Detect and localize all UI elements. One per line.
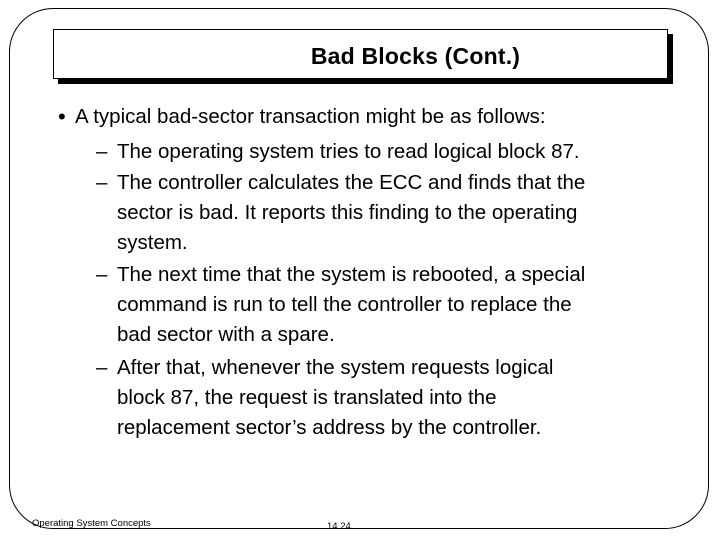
subpoint-line: command is run to tell the controller to replace the	[117, 293, 572, 316]
subpoint-4	[96, 353, 696, 443]
subpoint-3	[96, 260, 696, 350]
subpoint-1	[96, 137, 696, 167]
subpoint-2	[96, 168, 696, 258]
dash-icon: –	[96, 140, 108, 163]
subpoint-line: block 87, the request is translated into the	[117, 386, 497, 409]
subpoint-line: system.	[117, 231, 188, 254]
main-bullet	[58, 102, 546, 132]
dash-icon: –	[96, 356, 108, 379]
dash-icon: –	[96, 171, 108, 194]
dash-icon: –	[96, 263, 108, 286]
footer-page-number: 14.24	[327, 521, 351, 532]
footer-course: Operating System Concepts	[32, 518, 151, 529]
slide-title: Bad Blocks (Cont.)	[310, 42, 521, 69]
main-bullet-text: A typical bad-sector transaction might be as follows:	[75, 105, 546, 128]
subpoint-line: replacement sector’s address by the controller.	[117, 416, 542, 439]
subpoint-line: sector is bad. It reports this finding to the operating	[117, 201, 578, 224]
subpoint-line: The operating system tries to read logical block 87.	[117, 140, 580, 163]
subpoint-line: The controller calculates the ECC and finds that the	[117, 171, 586, 194]
subpoint-line: The next time that the system is rebooted, a special	[117, 263, 586, 286]
subpoint-line: After that, whenever the system requests logical	[117, 356, 554, 379]
bullet-icon: •	[58, 104, 66, 129]
subpoint-line: bad sector with a spare.	[117, 323, 335, 346]
